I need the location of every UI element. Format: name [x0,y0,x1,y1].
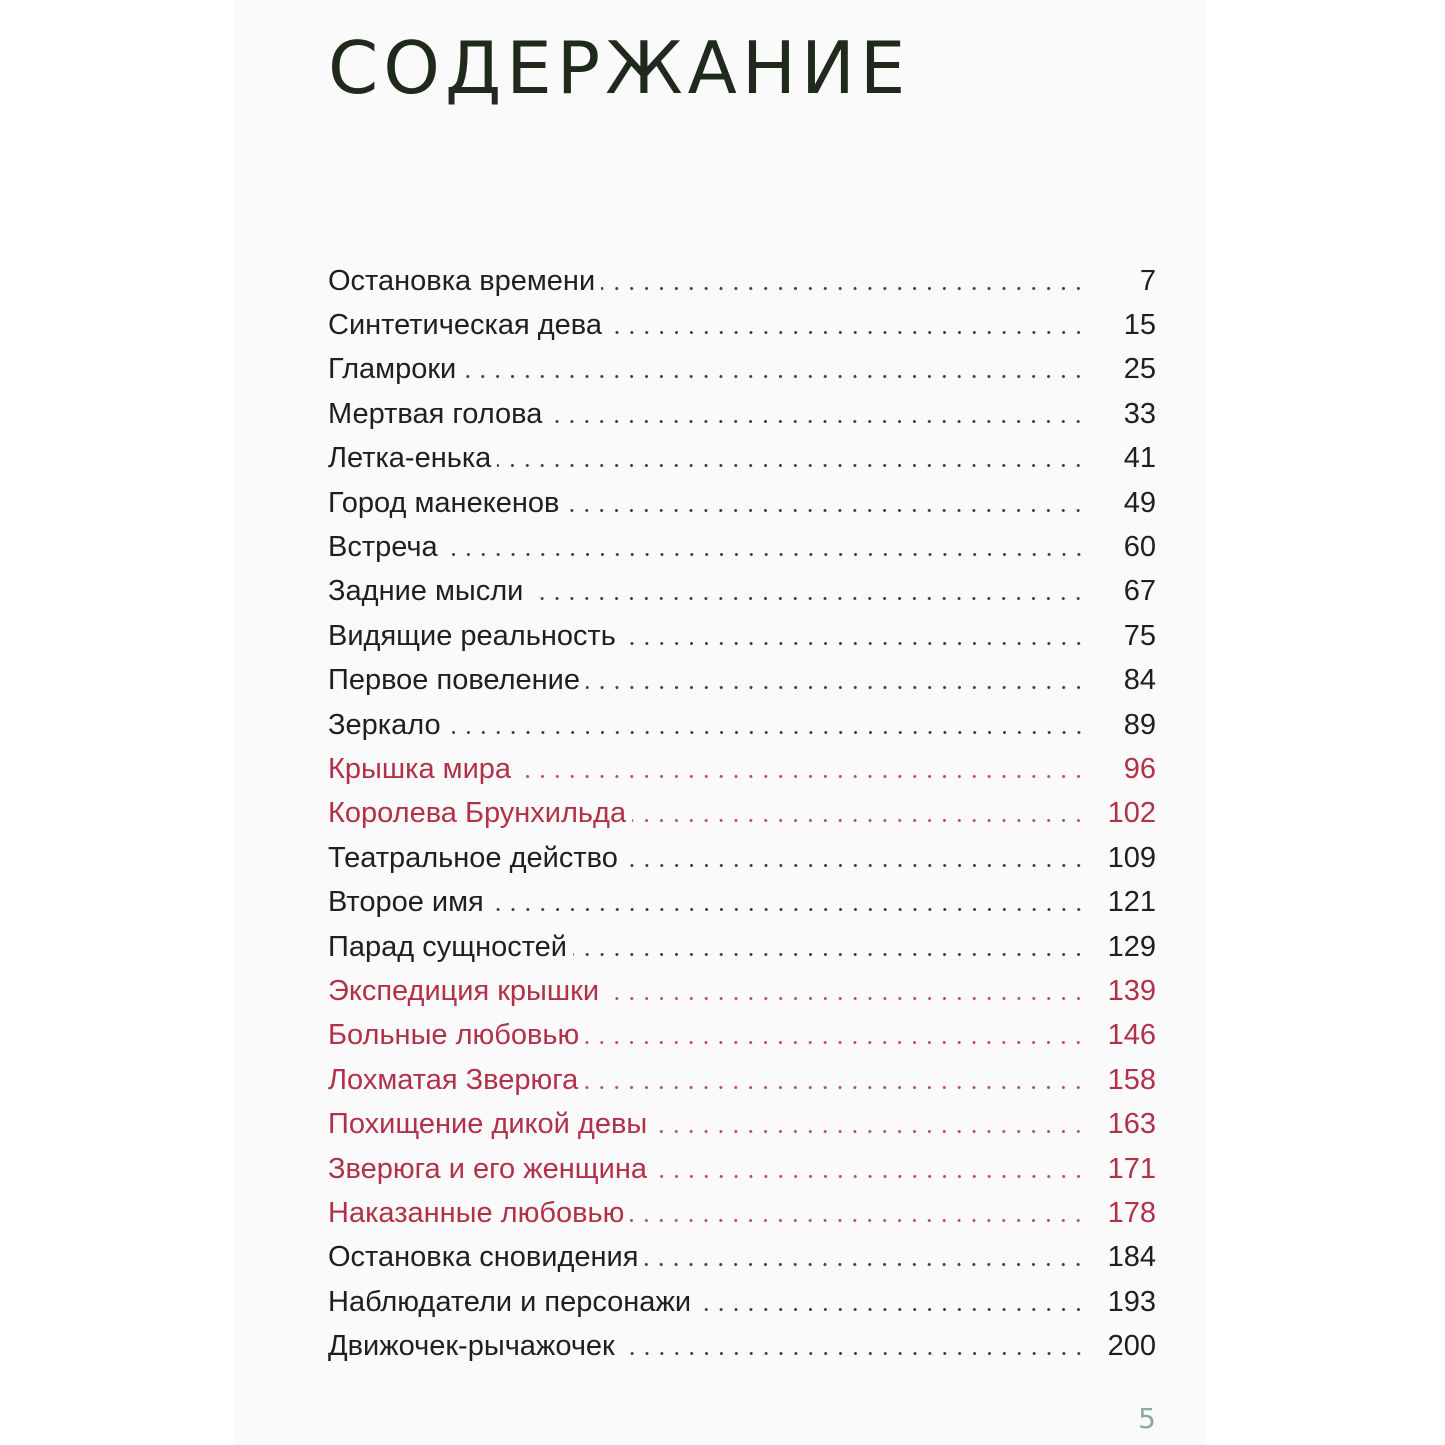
toc-entry-page: 129 [1107,930,1156,963]
dot-leader [490,908,1086,911]
toc-entry-title: Театральное действо [328,841,618,874]
toc-entry-title: Движочек-рычажочек [328,1330,615,1363]
toc-entry-title: Экспедиция крышки [328,974,600,1007]
toc-entry-page: 102 [1107,797,1156,830]
toc-entry-page: 75 [1123,619,1156,652]
table-of-contents [328,259,1156,1369]
dot-leader [447,731,1086,734]
toc-entry-title: Задние мысли [328,575,524,608]
toc-entry-page: 193 [1107,1285,1156,1318]
dot-leader [697,1308,1086,1311]
dot-leader [548,420,1086,423]
toc-entry-page: 163 [1107,1108,1156,1141]
toc-entry-page: 49 [1123,486,1156,519]
toc-entry-title: Второе имя [328,886,484,919]
toc-entry[interactable] [328,747,1156,791]
toc-entry[interactable] [328,659,1156,703]
toc-entry[interactable] [328,525,1156,569]
dot-leader [632,819,1086,822]
dot-leader [517,775,1086,778]
toc-entry-title: Парад сущностей [328,930,567,963]
toc-entry-title: Видящие реальность [328,619,616,652]
toc-entry[interactable] [328,792,1156,836]
toc-entry-title: Зеркало [328,708,441,741]
toc-entry-title: Лохматая Зверюга [328,1063,579,1096]
toc-entry-page: 96 [1123,752,1156,785]
toc-entry[interactable] [328,925,1156,969]
toc-entry-title: Наблюдатели и персонажи [328,1285,692,1318]
toc-entry-title: Королева Брунхильда [328,797,627,830]
toc-entry[interactable] [328,836,1156,880]
toc-entry[interactable] [328,481,1156,525]
toc-entry[interactable] [328,1191,1156,1235]
toc-entry-title: Похищение дикой девы [328,1108,648,1141]
toc-entry-page: 89 [1123,708,1156,741]
dot-leader [630,1219,1086,1222]
toc-entry-title: Остановка времени [328,264,596,297]
dot-leader [621,1352,1086,1355]
dot-leader [653,1130,1086,1133]
toc-entry[interactable] [328,1058,1156,1102]
toc-entry-title: Город манекенов [328,486,560,519]
toc-entry-page: 25 [1123,353,1156,386]
toc-entry[interactable] [328,880,1156,924]
toc-entry[interactable] [328,614,1156,658]
toc-entry-title: Гламроки [328,353,457,386]
toc-entry[interactable] [328,969,1156,1013]
toc-entry-title: Больные любовью [328,1019,580,1052]
toc-entry-title: Синтетическая дева [328,309,602,342]
toc-entry-page: 15 [1123,309,1156,342]
toc-entry-page: 84 [1123,664,1156,697]
toc-entry-title: Зверюга и его женщина [328,1152,647,1185]
toc-entry[interactable] [328,1324,1156,1368]
dot-leader [529,597,1086,600]
toc-entry-title: Первое повеление [328,664,580,697]
dot-leader [608,331,1086,334]
dot-leader [624,864,1086,867]
dot-leader [565,509,1086,512]
toc-entry[interactable] [328,303,1156,347]
page-title: СОДЕРЖАНИЕ [328,26,911,110]
toc-entry[interactable] [328,1102,1156,1146]
dot-leader [622,642,1086,645]
toc-entry[interactable] [328,259,1156,303]
toc-entry-page: 146 [1107,1019,1156,1052]
toc-entry-page: 33 [1123,397,1156,430]
dot-leader [586,686,1086,689]
toc-entry-page: 109 [1107,841,1156,874]
toc-entry-page: 184 [1107,1241,1156,1274]
page-number: 5 [1138,1402,1156,1435]
dot-leader [444,553,1086,556]
toc-entry-title: Остановка сновидения [328,1241,639,1274]
toc-entry-page: 121 [1107,886,1156,919]
toc-entry-title: Наказанные любовью [328,1196,625,1229]
toc-entry-page: 41 [1123,442,1156,475]
dot-leader [644,1263,1086,1266]
toc-entry-page: 178 [1107,1196,1156,1229]
toc-entry-page: 171 [1107,1152,1156,1185]
toc-entry-page: 139 [1107,974,1156,1007]
toc-entry-page: 158 [1107,1063,1156,1096]
dot-leader [584,1086,1086,1089]
toc-entry[interactable] [328,703,1156,747]
toc-entry[interactable] [328,1236,1156,1280]
toc-entry[interactable] [328,437,1156,481]
toc-entry-page: 200 [1107,1330,1156,1363]
dot-leader [605,997,1086,1000]
dot-leader [573,953,1086,956]
toc-entry[interactable] [328,1014,1156,1058]
toc-entry-page: 60 [1123,531,1156,564]
toc-entry[interactable] [328,1280,1156,1324]
toc-entry[interactable] [328,348,1156,392]
toc-entry-page: 7 [1139,264,1156,297]
dot-leader [497,464,1086,467]
dot-leader [653,1175,1086,1178]
toc-entry-title: Крышка мира [328,752,512,785]
dot-leader [585,1041,1086,1044]
toc-entry-title: Летка-енька [328,442,492,475]
toc-entry[interactable] [328,392,1156,436]
toc-entry-page: 67 [1123,575,1156,608]
dot-leader [462,375,1086,378]
toc-entry[interactable] [328,1147,1156,1191]
toc-entry[interactable] [328,570,1156,614]
dot-leader [601,287,1086,290]
toc-entry-title: Встреча [328,531,438,564]
toc-entry-title: Мертвая голова [328,397,543,430]
